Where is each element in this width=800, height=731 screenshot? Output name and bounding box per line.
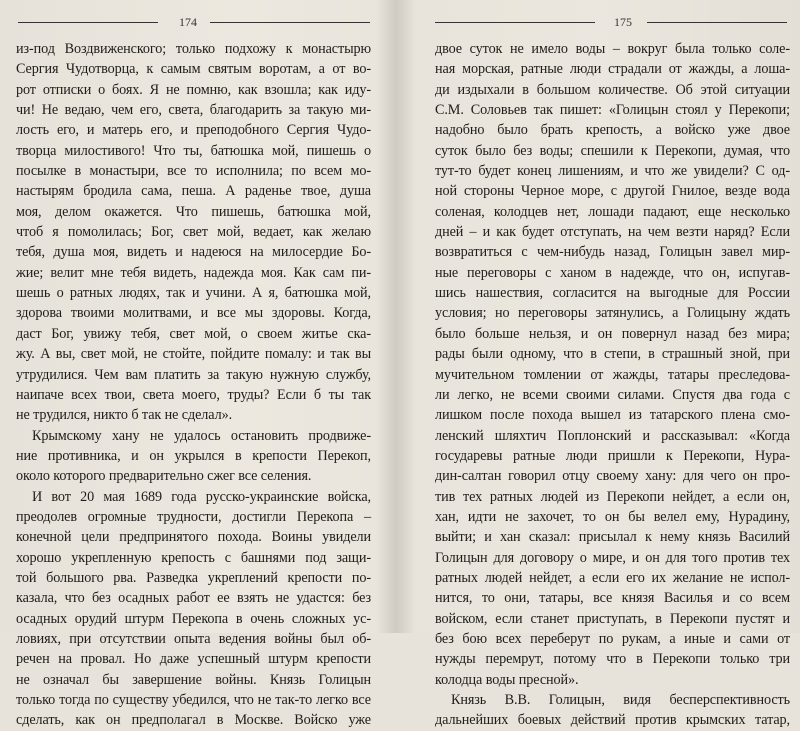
text-line: конечной цели предпринятого похода. Воины увидели <box>16 529 371 546</box>
text-line: здорова твоими молитвами, и все мы здоровы. Когда, <box>16 305 371 322</box>
text-line: моя, делом окажется. Что пишешь, батюшка мой, <box>16 203 371 220</box>
text-line: надобно было брать крепость, а войско уже двое <box>435 122 790 139</box>
text-line: ленский шляхтич Поплонский и рассказывал: «Когда <box>435 427 790 444</box>
text-line: ли легко, не всеми своими силами. Спустя два года с <box>435 386 790 403</box>
text-line: дин-салтан говорил отцу своему хану: для чего он про- <box>435 468 790 485</box>
text-line: утрудилися. Чем вам платить за такую нужную службу, <box>16 366 371 383</box>
text-line: нужды перемрут, потому что в Перекопи только три <box>435 651 790 668</box>
text-line: ная морская, ратные люди страдали от жажды, а лоша- <box>435 61 790 78</box>
text-line: мучительном томлении от жажды, татары преследова- <box>435 366 790 383</box>
text-line: условия; но переговоры затянулись, а Голицыну ждать <box>435 305 790 322</box>
text-line: казала, что без осадных работ ее взять не удастся: без <box>16 590 371 607</box>
text-line: рады были одному, что в степи, в страшный зной, при <box>435 346 790 363</box>
text-line: рот отписки о боях. Я не помню, как взошла; как иду- <box>16 81 371 98</box>
text-line: чи! Не ведаю, чем его, света, благодарить за такую ми- <box>16 102 371 119</box>
text-line: Голицын для договору о мире, и он для того против тех <box>435 549 790 566</box>
text-line: тебя, душа моя, видеть и надеюся на милосердие Бо- <box>16 244 371 261</box>
text-line: тив тех ратных людей из Перекопи нейдет, а если он, <box>435 488 790 505</box>
text-line: дальнейших боевых действий против крымских татар, <box>435 712 790 729</box>
text-line: посылке в монастыри, все то исполнила; по всем мо- <box>16 163 371 180</box>
text-line: без бою всех переберут по рукам, а иные и сами от <box>435 630 790 647</box>
left-page-text <box>16 39 371 731</box>
text-line: Крымскому хану не удалось остановить продвиже- <box>32 427 371 444</box>
text-line: ди издыхали в большом количестве. Об этой ситуации <box>435 81 790 98</box>
text-line: Князь В.В. Голицын, видя бесперспективность <box>451 692 790 708</box>
header-rule-left <box>18 22 158 23</box>
text-line: нится, то они, татары, все князя Василья и со всем <box>435 590 790 607</box>
text-line: было больше нельзя, и он повернул назад без мира; <box>435 325 790 342</box>
text-line: чтоб я помолилась; Бог, свет мой, ведает, как желаю <box>16 224 371 241</box>
header-rule-left <box>435 22 595 23</box>
text-line: лость его, и матерь его, и преподобного Сергия Чудо- <box>16 122 371 139</box>
text-line: колодца воды пресной». <box>435 671 579 688</box>
text-line: ные переговоры с ханом в надежде, что он, испугав- <box>435 264 790 281</box>
text-line: не означал бы завершение войны. Князь Голицын <box>16 671 371 688</box>
text-line: соленая, колодцев нет, лошади падают, еще несколько <box>435 203 790 220</box>
text-line: И вот 20 мая 1689 года русско-украинские войска, <box>32 488 371 505</box>
right-page-text <box>435 39 790 731</box>
text-line: той большого рва. Разведка укреплений крепости по- <box>16 569 371 586</box>
text-line: двое суток не имело воды – вокруг была только соле- <box>435 41 790 57</box>
text-line: жу. А вы, свет мой, не стойте, пойдите помалу: и так вы <box>16 346 371 363</box>
left-page-header <box>18 14 370 30</box>
text-line: преодолев огромные трудности, достигли Перекопа – <box>16 508 371 525</box>
text-line: настырям бродила сама, пеша. А раденье твое, душа <box>16 183 371 200</box>
text-line: государевы ратные люди пришли к Перекопи, Нура- <box>435 447 790 464</box>
text-line: даст Бог, увижу тебя, свет мой, о своем житье ска- <box>16 325 371 342</box>
header-rule-right <box>210 22 370 23</box>
text-line: не трудился, никто б так не сделал». <box>16 407 233 424</box>
right-page-number: 175 <box>614 15 632 29</box>
left-page <box>0 0 395 729</box>
text-line: лишком после похода вышел из татарского плена смо- <box>435 407 790 424</box>
text-line: С.М. Соловьев так пишет: «Голицын стоял у Перекопи; <box>435 102 790 119</box>
text-line: выйти; и хан сказал: присылал к нему князь Василий <box>435 529 790 546</box>
text-line: ловиях, при отсутствии опыта ведения войны был об- <box>16 630 371 647</box>
text-line: шись нашествия, согласится на выгодные для России <box>435 285 790 302</box>
text-line: из-под Воздвиженского; только подхожу к монастырю <box>16 41 371 57</box>
text-line: шешь о ратных людях, так и учини. А я, батюшка мой, <box>16 285 371 302</box>
text-line: около которого предварительно сжег все селения. <box>16 468 312 485</box>
right-page-header <box>435 14 787 30</box>
text-line: суток было без воды; спешили к Перекопи, думая, что <box>435 142 790 159</box>
header-rule-right <box>647 22 787 23</box>
text-line: только тогда по существу убедился, что не так-то легко все <box>16 692 371 708</box>
text-line: войском, если станет приступать, в Перекопи пустят и <box>435 610 790 627</box>
text-line: творца милостивого! Что ты, батюшка мой, пишешь о <box>16 142 371 159</box>
text-line: возвратиться с чем-нибудь назад, Голицын завел мир- <box>435 244 790 261</box>
text-line: хан, идти не захочет, то он бы велел ему, Нурадину, <box>435 508 790 525</box>
left-page-number: 174 <box>179 15 197 29</box>
right-page <box>405 0 800 729</box>
text-line: ние противника, и он укрылся в крепости Перекоп, <box>16 447 371 464</box>
text-line: осадных орудий штурм Перекопа в очень сложных ус- <box>16 610 371 627</box>
text-line: ной стороны Черное море, с другой Гнилое, везде вода <box>435 183 790 200</box>
text-line: тут-то будет конец лишениям, и что же увидели? С од- <box>435 163 790 180</box>
text-line: Сергия Чудотворца, к самым святым воротам, а от во- <box>16 61 371 78</box>
text-line: хорошо укрепленную крепость с башнями под защи- <box>16 549 371 566</box>
text-line: дней – и как будет отступать, на чем везти наряд? Если <box>435 224 790 241</box>
text-line: наипаче всех твои, света моего, труды? Если б ты так <box>16 386 371 403</box>
text-line: ратных людей нейдет, а если его их желание не испол- <box>435 569 790 586</box>
text-line: сделать, как он предполагал в Москве. Войско уже <box>16 712 371 729</box>
text-line: речен на провал. Но даже успешный штурм крепости <box>16 651 371 668</box>
text-line: жие; велит мне тебя видеть, надежда моя. Как сам пи- <box>16 264 371 281</box>
